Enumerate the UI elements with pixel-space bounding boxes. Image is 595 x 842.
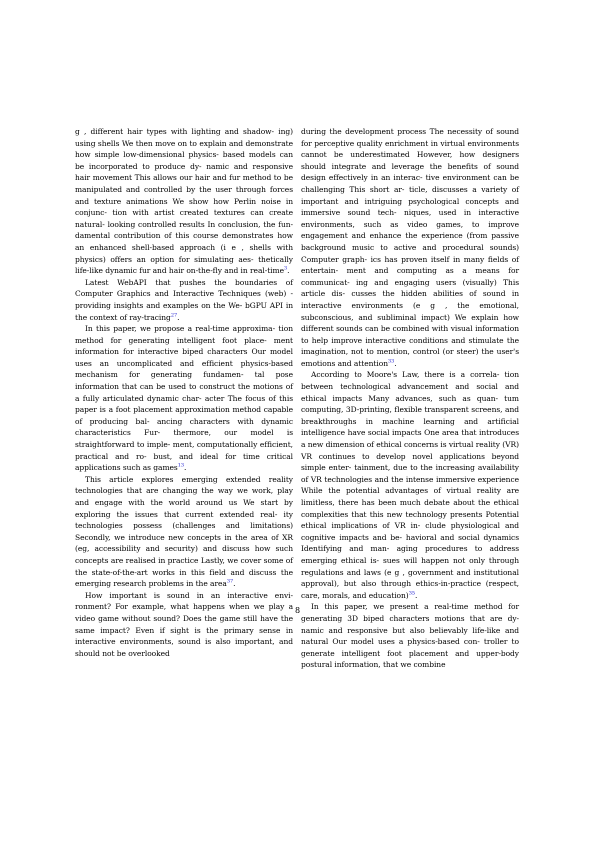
paragraph-text: g , different hair types with lighting and shadow- ing) using shells We then move on to explain and demonstrate how simple low-dimensional physics- based models can be incorporated to produce dy- namic and responsive hair movement This allows our hair and fur method to be manipulated and controlled by the user through forces and texture animations We show how Perlin noise in conjunc- tion with artist created textures can create natural- looking controlled results In conclusion, the fun- damental contribution of this course demonstrates how an enhanced shell-based approach (i e , shells with physics) offers an option for simulating aes- thetically life-like dynamic fur and hair on-the-fly and in real-time	[75, 127, 293, 276]
paragraph-text: According to Moore's Law, there is a correla- tion between technological advancement and social and ethical impacts Many advances, such as quan- tum computing, 3D-printing, flexible transparent screens, and breakthroughs in machine learning and artificial intelligence have social impacts One area that introduces a new dimension of ethical concerns is virtual reality (VR) VR continues to develop novel applications beyond simple enter- tainment, due to the increasing availability of VR technologies and the intense immersive experience While the potential advantages of virtual reality are limitless, there has been much debate about the ethical complexities that this new technology presents Potential ethical implications of VR in- clude physiological and cognitive impacts and be- havioral and social dynamics Identifying and man- aging procedures to address emerging ethical is- sues will happen not only through regulations and laws (e g , government and institutional approval), but also through ethics-in-practice (respect, care, morals, and education)	[301, 370, 519, 600]
citation-ref[interactable]: 33	[387, 358, 395, 365]
citation-ref[interactable]: 3	[283, 265, 288, 272]
paragraph-tail: .	[233, 579, 236, 589]
paragraph-tail: .	[394, 358, 397, 368]
paragraph-text: How important is sound in an interactive envi- ronment? For example, what happens when we play a video game without sound? Does the game still have the same impact? Even if sight is the primary sense in interactive environments, sound is also important, and should not be overlooked	[75, 590, 293, 658]
paragraph-text: In this paper, we propose a real-time approxima- tion method for generating intelligent foot place- ment information for interactive biped characters Our model uses an uncomplicated and efficient physics-based mechanism for generating fundamen- tal pose information that can be used to construct the motions of a fully articulated dynamic char- acter The focus of this paper is a foot placement approximation method capable of producing bal- ancing characters with dynamic characteristics Fur- thermore, our model is straightforward to imple- ment, computationally efficient, practical and ro- bust, and ideal for time critical applications such as games	[75, 324, 293, 473]
citation-ref[interactable]: 27	[170, 312, 178, 318]
paragraph	[75, 126, 293, 277]
citation-ref[interactable]: 37	[226, 578, 234, 585]
paragraph-tail: .	[183, 463, 187, 473]
citation-ref[interactable]: 35	[408, 590, 415, 597]
paragraph-text: during the development process The necessity of sound for perceptive quality enrichment in virtual environments cannot be underestimated However, how designers should integrate and leverage the benefits of sound design effectively in an interac- tive environment can be challenging This short ar- ticle, discusses a variety of important and intriguing psychological concepts and immersive sound tech- niques, used in interactive environments, such as video games, to improve engagement and enhance the experience (from passive background music to active and procedural sounds) Computer graph- ics has proven itself in many fields of entertain- ment and computing as a means for communicat- ing and engaging users (visually) This article dis- cusses the hidden abilities of sound in interactive environments (e g , the emotional, subconscious, and subliminal impact) We explain how different sounds can be combined with visual information to help improve interactive conditions and stimulate the imagination, not to mention, control (or steer) the user's emotions and attention	[301, 127, 519, 368]
paragraph	[301, 126, 519, 369]
paragraph	[75, 590, 293, 660]
paragraph	[75, 323, 293, 474]
right-column	[301, 126, 519, 671]
paragraph	[75, 474, 293, 590]
paragraph	[75, 277, 293, 323]
page-number: 8	[294, 606, 301, 615]
paragraph-tail: .	[177, 312, 180, 322]
paragraph-text: Latest WebAPI that pushes the boundaries of Computer Graphics and Interactive Techniques (web) - providing insights and examples on the We- bGPU API in the context of ray-tracing	[75, 277, 293, 322]
paragraph-tail: .	[287, 266, 290, 276]
paragraph-text: This article explores emerging extended reality technologies that are changing the way we work, play and engage with the world around us We start by exploring the issues that current extended real- ity technologies possess (challenges and limitations) Secondly, we introduce new concepts in the area of XR (eg, accessibility and security) and discuss how such concepts are realised in practice Lastly, we cover some of the state-of-the-art works in this field and discuss the emerging research problems in the area	[75, 474, 293, 589]
paragraph	[301, 369, 519, 601]
citation-ref[interactable]: 13	[177, 462, 184, 469]
paragraph-tail: .	[414, 590, 418, 600]
paragraph-text: In this paper, we present a real-time method for generating 3D biped characters motions that are dy- namic and responsive but also believably life-like and natural Our model uses a physics-based con- troller to generate intelligent foot placement and upper-body postural information, that we combine	[301, 602, 519, 670]
left-column	[75, 126, 293, 659]
